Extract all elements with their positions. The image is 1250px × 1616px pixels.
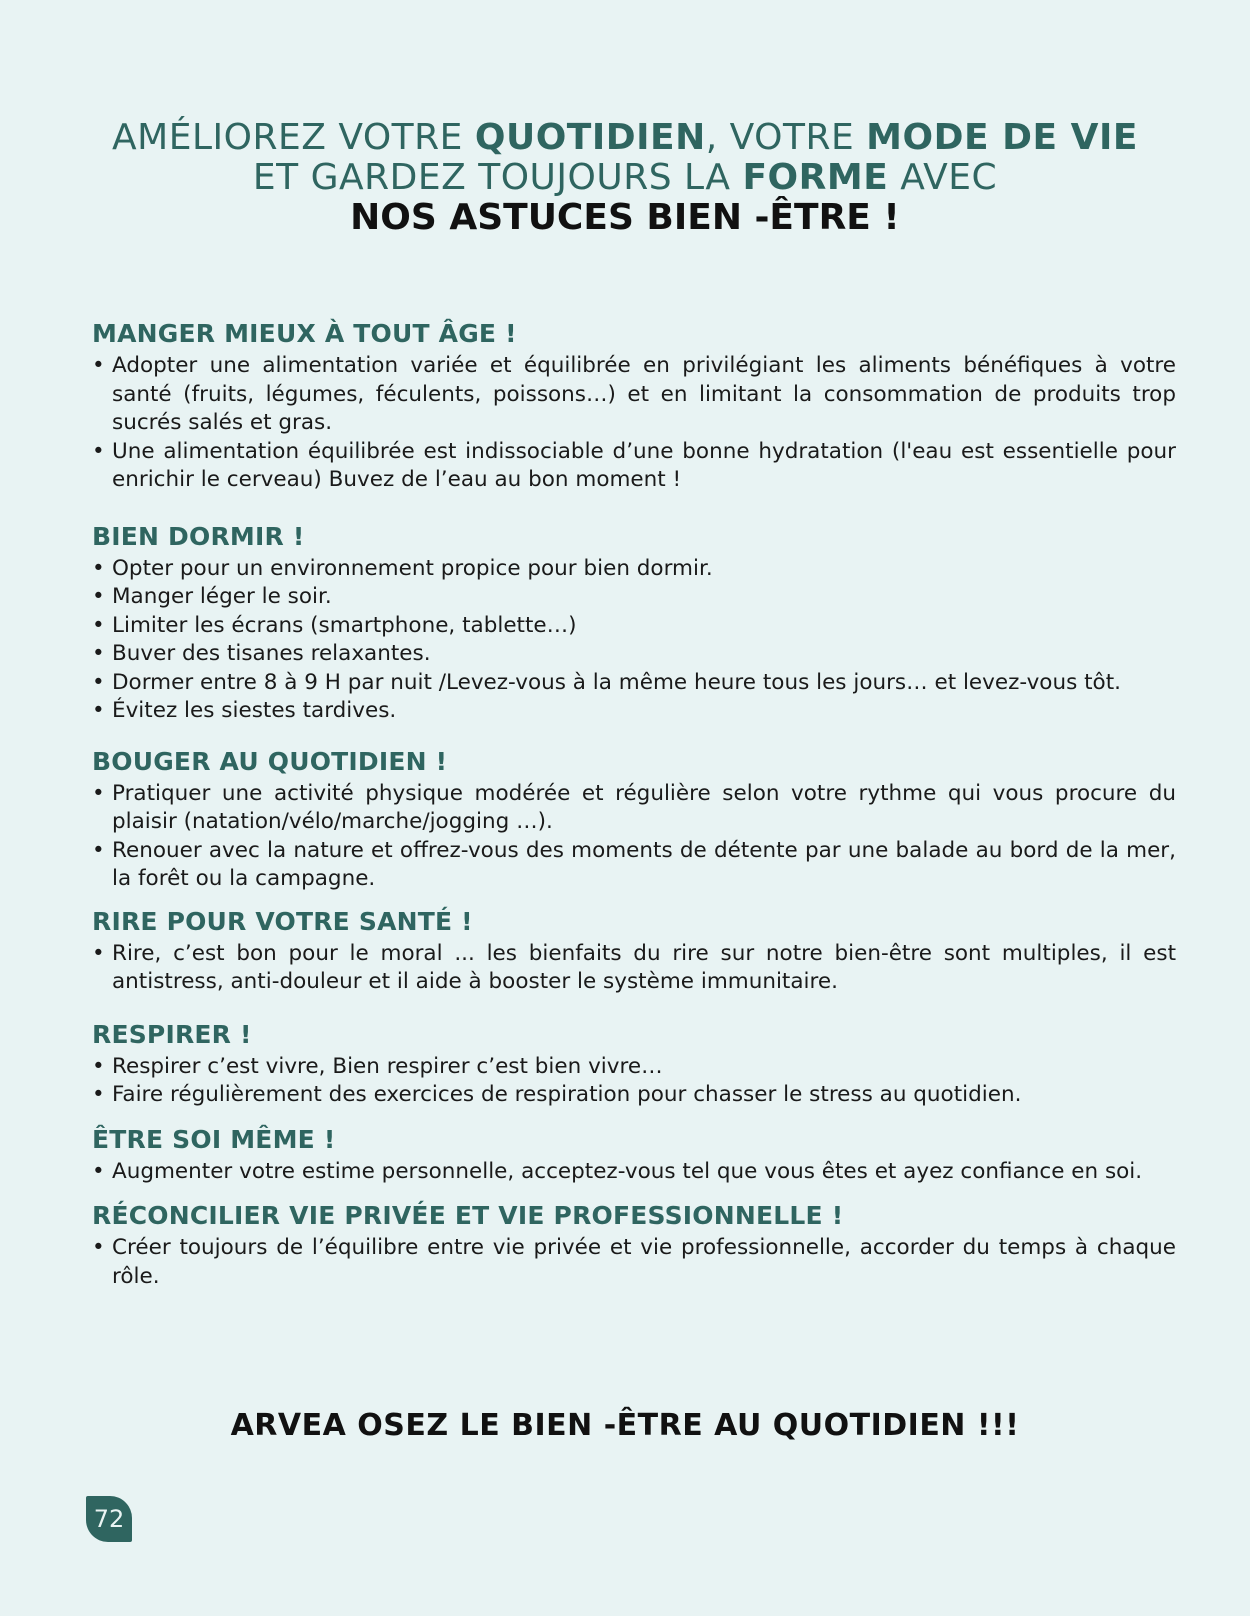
section-title: ÊTRE SOI MÊME ! <box>92 1124 336 1154</box>
list-item-text: Augmenter votre estime personnelle, acceptez-vous tel que vous êtes et ayez confiance en soi. <box>112 1158 1143 1184</box>
header-line-1 <box>0 118 1250 158</box>
header-line-1-part: , VOTRE <box>705 117 867 158</box>
list-item-text: Faire régulièrement des exercices de respiration pour chasser le stress au quotidien. <box>112 1082 1022 1107</box>
list-item-text: Dormer entre 8 à 9 H par nuit /Levez-vous à la même heure tous les jours… et levez-vous tôt. <box>112 669 1121 695</box>
section-reconcilier <box>92 1200 1176 1291</box>
bullet: • <box>92 1053 105 1079</box>
list-item-text: Une alimentation équilibrée est indissociable d’une bonne hydratation (l'eau est essentielle pour enrichir le cerveau) Buvez de l’eau au bon moment ! <box>112 438 1176 492</box>
list-item <box>92 780 1176 837</box>
section-title: RESPIRER ! <box>92 1019 252 1049</box>
section-manger <box>92 318 1176 495</box>
list-item <box>92 583 1176 612</box>
list-item-text: Rire, c’est bon pour le moral ... les bienfaits du rire sur notre bien-être sont multiples, il est antistress, anti-douleur et il aide à booster le système immunitaire. <box>112 940 1176 994</box>
header-line-2 <box>0 158 1250 198</box>
bullet: • <box>92 698 105 723</box>
header-line-3: NOS ASTUCES BIEN -ÊTRE ! <box>350 197 900 238</box>
bullet: • <box>92 1235 105 1260</box>
section-title: BOUGER AU QUOTIDIEN ! <box>92 746 448 776</box>
list-item <box>92 612 1176 641</box>
footer-slogan: ARVEA OSEZ LE BIEN -ÊTRE AU QUOTIDIEN !!! <box>230 1408 1020 1443</box>
list-item <box>92 1081 1176 1110</box>
list-item <box>92 352 1176 438</box>
list-item <box>92 640 1176 669</box>
section-title: RIRE POUR VOTRE SANTÉ ! <box>92 906 473 936</box>
page-number: 72 <box>86 1496 132 1542</box>
section-bouger <box>92 746 1176 894</box>
header-line-1-part: MODE DE VIE <box>866 117 1138 158</box>
bullet: • <box>92 612 105 638</box>
list-item-text: Manger léger le soir. <box>112 584 332 609</box>
list-item <box>92 940 1176 997</box>
bullet: • <box>92 669 105 695</box>
header-line-2-part: AVEC <box>888 157 998 198</box>
list-item-text: Créer toujours de l’équilibre entre vie privée et vie professionnelle, accorder du temps à chaque rôle. <box>112 1235 1176 1289</box>
section-etre <box>92 1124 1176 1187</box>
header-line-2-part: ET GARDEZ TOUJOURS LA <box>252 157 743 198</box>
list-item-text: Pratiquer une activité physique modérée et régulière selon votre rythme qui vous procure du plaisir (natation/vélo/marche/jogging …). <box>112 780 1176 834</box>
list-item-text: Opter pour un environnement propice pour bien dormir. <box>112 555 713 581</box>
header-line-2-part: FORME <box>742 157 889 198</box>
bullet: • <box>92 1158 105 1184</box>
section-dormir <box>92 521 1176 726</box>
bullet: • <box>92 837 105 863</box>
list-item <box>92 837 1176 894</box>
list-item <box>92 669 1176 698</box>
list-item-text: Respirer c’est vivre, Bien respirer c’est bien vivre… <box>112 1053 663 1079</box>
header-line-1-part: AMÉLIOREZ VOTRE <box>112 117 475 158</box>
bullet: • <box>92 555 105 581</box>
tips-content <box>92 318 1176 1291</box>
list-item-text: Évitez les siestes tardives. <box>112 698 397 723</box>
page-header <box>0 118 1250 238</box>
list-item <box>92 555 1176 584</box>
bullet: • <box>92 353 105 378</box>
bullet: • <box>92 584 105 609</box>
list-item <box>92 438 1176 495</box>
header-line-1-part: QUOTIDIEN <box>474 117 706 158</box>
section-title: MANGER MIEUX À TOUT ÂGE ! <box>92 319 517 348</box>
list-item <box>92 1158 1176 1187</box>
bullet: • <box>92 1082 105 1107</box>
list-item-text: Adopter une alimentation variée et équilibrée en privilégiant les aliments bénéfiques à votre santé (fruits, légumes, féculents, poissons…) et en limitant la consommation de produits trop sucrés salés et gras. <box>112 353 1176 435</box>
list-item-text: Buver des tisanes relaxantes. <box>112 641 431 666</box>
bullet: • <box>92 940 105 966</box>
bullet: • <box>92 438 105 464</box>
list-item <box>92 1053 1176 1082</box>
bullet: • <box>92 641 105 666</box>
section-title: RÉCONCILIER VIE PRIVÉE ET VIE PROFESSIONNELLE ! <box>92 1201 844 1230</box>
list-item-text: Limiter les écrans (smartphone, tablette…) <box>112 612 577 638</box>
list-item <box>92 1234 1176 1291</box>
list-item <box>92 697 1176 726</box>
section-respirer <box>92 1019 1176 1110</box>
section-title: BIEN DORMIR ! <box>92 521 305 551</box>
list-item-text: Renouer avec la nature et offrez-vous des moments de détente par une balade au bord de la mer, la forêt ou la campagne. <box>112 837 1176 891</box>
section-rire <box>92 906 1176 997</box>
bullet: • <box>92 780 105 806</box>
